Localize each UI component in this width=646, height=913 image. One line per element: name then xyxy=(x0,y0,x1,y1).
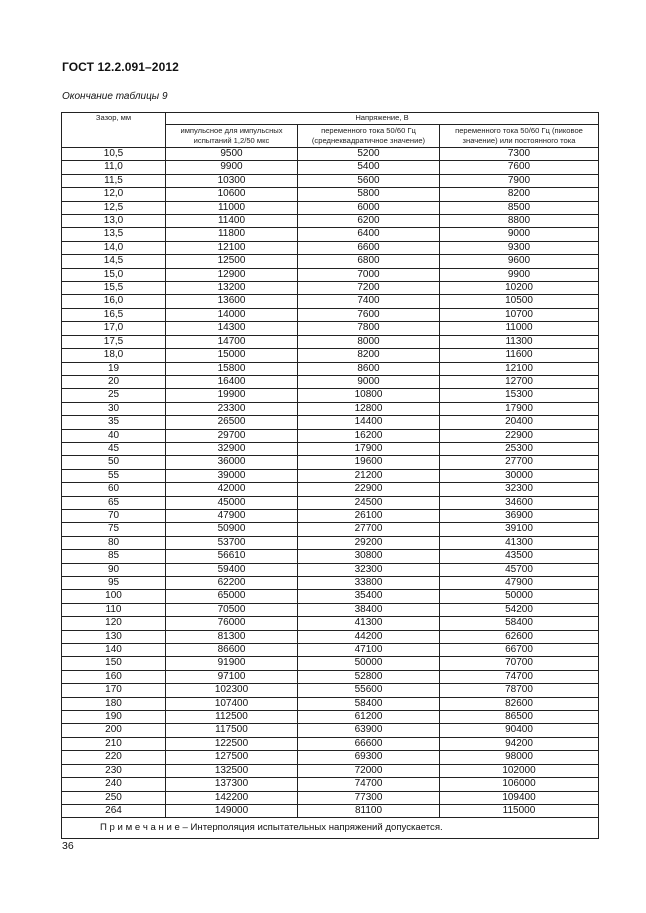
impulse-cell: 39000 xyxy=(166,469,298,482)
ac-rms-cell: 66600 xyxy=(298,737,440,750)
table-row xyxy=(62,402,599,415)
impulse-cell: 15800 xyxy=(166,362,298,375)
gap-cell: 250 xyxy=(62,791,166,804)
impulse-cell: 76000 xyxy=(166,617,298,630)
table-row xyxy=(62,670,599,683)
ac-peak-dc-cell: 9600 xyxy=(440,255,599,268)
impulse-cell: 56610 xyxy=(166,550,298,563)
impulse-cell: 112500 xyxy=(166,711,298,724)
impulse-cell: 10300 xyxy=(166,174,298,187)
impulse-cell: 14000 xyxy=(166,308,298,321)
ac-rms-cell: 24500 xyxy=(298,496,440,509)
impulse-cell: 47900 xyxy=(166,509,298,522)
header-voltage: Напряжение, В xyxy=(166,113,599,125)
ac-rms-cell: 58400 xyxy=(298,697,440,710)
ac-rms-cell: 5800 xyxy=(298,188,440,201)
impulse-cell: 10600 xyxy=(166,188,298,201)
ac-rms-cell: 29200 xyxy=(298,536,440,549)
impulse-cell: 11800 xyxy=(166,228,298,241)
ac-rms-cell: 7600 xyxy=(298,308,440,321)
ac-peak-dc-cell: 78700 xyxy=(440,684,599,697)
table-row xyxy=(62,429,599,442)
ac-rms-cell: 19600 xyxy=(298,456,440,469)
ac-peak-dc-cell: 12100 xyxy=(440,362,599,375)
table-row xyxy=(62,684,599,697)
ac-peak-dc-cell: 20400 xyxy=(440,416,599,429)
gap-cell: 80 xyxy=(62,536,166,549)
gap-cell: 130 xyxy=(62,630,166,643)
impulse-cell: 127500 xyxy=(166,751,298,764)
gap-cell: 55 xyxy=(62,469,166,482)
ac-peak-dc-cell: 32300 xyxy=(440,483,599,496)
page-number: 36 xyxy=(62,840,74,852)
gap-cell: 19 xyxy=(62,362,166,375)
impulse-cell: 13200 xyxy=(166,282,298,295)
table-row xyxy=(62,724,599,737)
ac-rms-cell: 7400 xyxy=(298,295,440,308)
impulse-cell: 14300 xyxy=(166,322,298,335)
impulse-cell: 11400 xyxy=(166,215,298,228)
gap-cell: 12,5 xyxy=(62,201,166,214)
table-row xyxy=(62,241,599,254)
gap-cell: 120 xyxy=(62,617,166,630)
table-body xyxy=(62,148,599,818)
ac-peak-dc-cell: 47900 xyxy=(440,577,599,590)
ac-rms-cell: 12800 xyxy=(298,402,440,415)
table-row xyxy=(62,550,599,563)
ac-rms-cell: 38400 xyxy=(298,603,440,616)
table-row xyxy=(62,577,599,590)
ac-peak-dc-cell: 10200 xyxy=(440,282,599,295)
gap-cell: 14,0 xyxy=(62,241,166,254)
impulse-cell: 62200 xyxy=(166,577,298,590)
table-row xyxy=(62,630,599,643)
impulse-cell: 12500 xyxy=(166,255,298,268)
table-caption: Окончание таблицы 9 xyxy=(62,91,168,102)
table-row xyxy=(62,711,599,724)
ac-rms-cell: 47100 xyxy=(298,644,440,657)
ac-peak-dc-cell: 9000 xyxy=(440,228,599,241)
ac-rms-cell: 69300 xyxy=(298,751,440,764)
table-row xyxy=(62,523,599,536)
table-row xyxy=(62,657,599,670)
table-row xyxy=(62,322,599,335)
gap-cell: 90 xyxy=(62,563,166,576)
ac-peak-dc-cell: 9900 xyxy=(440,268,599,281)
table-row xyxy=(62,791,599,804)
gap-cell: 100 xyxy=(62,590,166,603)
ac-rms-cell: 44200 xyxy=(298,630,440,643)
impulse-cell: 117500 xyxy=(166,724,298,737)
gap-cell: 25 xyxy=(62,389,166,402)
ac-rms-cell: 52800 xyxy=(298,670,440,683)
table-row xyxy=(62,644,599,657)
table-row xyxy=(62,442,599,455)
impulse-cell: 86600 xyxy=(166,644,298,657)
gap-cell: 10,5 xyxy=(62,148,166,161)
gap-cell: 30 xyxy=(62,402,166,415)
impulse-cell: 15000 xyxy=(166,349,298,362)
impulse-cell: 9900 xyxy=(166,161,298,174)
table-row xyxy=(62,335,599,348)
ac-peak-dc-cell: 10700 xyxy=(440,308,599,321)
impulse-cell: 65000 xyxy=(166,590,298,603)
gap-cell: 230 xyxy=(62,764,166,777)
ac-rms-cell: 72000 xyxy=(298,764,440,777)
table-row xyxy=(62,697,599,710)
ac-peak-dc-cell: 98000 xyxy=(440,751,599,764)
impulse-cell: 142200 xyxy=(166,791,298,804)
voltage-table xyxy=(61,112,599,839)
ac-rms-cell: 26100 xyxy=(298,509,440,522)
gap-cell: 13,0 xyxy=(62,215,166,228)
table-row xyxy=(62,737,599,750)
ac-rms-cell: 5200 xyxy=(298,148,440,161)
gap-cell: 16,5 xyxy=(62,308,166,321)
ac-rms-cell: 50000 xyxy=(298,657,440,670)
gap-cell: 65 xyxy=(62,496,166,509)
header-impulse: импульсное для импульсных испытаний 1,2/50 мкс xyxy=(166,125,298,148)
ac-peak-dc-cell: 70700 xyxy=(440,657,599,670)
table-row xyxy=(62,563,599,576)
ac-rms-cell: 5400 xyxy=(298,161,440,174)
ac-peak-dc-cell: 30000 xyxy=(440,469,599,482)
impulse-cell: 36000 xyxy=(166,456,298,469)
ac-peak-dc-cell: 90400 xyxy=(440,724,599,737)
ac-peak-dc-cell: 43500 xyxy=(440,550,599,563)
table-row xyxy=(62,362,599,375)
ac-peak-dc-cell: 10500 xyxy=(440,295,599,308)
ac-peak-dc-cell: 50000 xyxy=(440,590,599,603)
table-row xyxy=(62,295,599,308)
gap-cell: 110 xyxy=(62,603,166,616)
gap-cell: 17,0 xyxy=(62,322,166,335)
impulse-cell: 81300 xyxy=(166,630,298,643)
ac-rms-cell: 6000 xyxy=(298,201,440,214)
impulse-cell: 23300 xyxy=(166,402,298,415)
gap-cell: 200 xyxy=(62,724,166,737)
ac-rms-cell: 8000 xyxy=(298,335,440,348)
ac-rms-cell: 6200 xyxy=(298,215,440,228)
gap-cell: 15,0 xyxy=(62,268,166,281)
impulse-cell: 12900 xyxy=(166,268,298,281)
ac-rms-cell: 6600 xyxy=(298,241,440,254)
table-row xyxy=(62,161,599,174)
impulse-cell: 11000 xyxy=(166,201,298,214)
table-row xyxy=(62,603,599,616)
ac-rms-cell: 17900 xyxy=(298,442,440,455)
impulse-cell: 53700 xyxy=(166,536,298,549)
ac-rms-cell: 30800 xyxy=(298,550,440,563)
ac-rms-cell: 8600 xyxy=(298,362,440,375)
ac-peak-dc-cell: 94200 xyxy=(440,737,599,750)
impulse-cell: 59400 xyxy=(166,563,298,576)
ac-peak-dc-cell: 8200 xyxy=(440,188,599,201)
ac-peak-dc-cell: 58400 xyxy=(440,617,599,630)
table-row xyxy=(62,804,599,817)
table-row xyxy=(62,496,599,509)
ac-rms-cell: 7000 xyxy=(298,268,440,281)
gap-cell: 16,0 xyxy=(62,295,166,308)
table-row xyxy=(62,375,599,388)
ac-peak-dc-cell: 7900 xyxy=(440,174,599,187)
ac-rms-cell: 77300 xyxy=(298,791,440,804)
ac-peak-dc-cell: 66700 xyxy=(440,644,599,657)
gap-cell: 170 xyxy=(62,684,166,697)
ac-peak-dc-cell: 12700 xyxy=(440,375,599,388)
table-row xyxy=(62,174,599,187)
ac-rms-cell: 22900 xyxy=(298,483,440,496)
gap-cell: 13,5 xyxy=(62,228,166,241)
ac-rms-cell: 35400 xyxy=(298,590,440,603)
gap-cell: 12,0 xyxy=(62,188,166,201)
ac-rms-cell: 32300 xyxy=(298,563,440,576)
impulse-cell: 12100 xyxy=(166,241,298,254)
impulse-cell: 70500 xyxy=(166,603,298,616)
ac-peak-dc-cell: 7300 xyxy=(440,148,599,161)
impulse-cell: 149000 xyxy=(166,804,298,817)
header-gap: Зазор, мм xyxy=(62,113,166,148)
ac-peak-dc-cell: 86500 xyxy=(440,711,599,724)
gap-cell: 40 xyxy=(62,429,166,442)
table-row xyxy=(62,268,599,281)
gap-cell: 75 xyxy=(62,523,166,536)
impulse-cell: 42000 xyxy=(166,483,298,496)
ac-peak-dc-cell: 22900 xyxy=(440,429,599,442)
table-row xyxy=(62,536,599,549)
gap-cell: 210 xyxy=(62,737,166,750)
ac-rms-cell: 63900 xyxy=(298,724,440,737)
gap-cell: 70 xyxy=(62,509,166,522)
ac-peak-dc-cell: 17900 xyxy=(440,402,599,415)
ac-peak-dc-cell: 39100 xyxy=(440,523,599,536)
table-row xyxy=(62,509,599,522)
gap-cell: 14,5 xyxy=(62,255,166,268)
table-row xyxy=(62,469,599,482)
impulse-cell: 45000 xyxy=(166,496,298,509)
ac-peak-dc-cell: 41300 xyxy=(440,536,599,549)
impulse-cell: 132500 xyxy=(166,764,298,777)
ac-rms-cell: 21200 xyxy=(298,469,440,482)
impulse-cell: 9500 xyxy=(166,148,298,161)
table-row xyxy=(62,188,599,201)
ac-peak-dc-cell: 9300 xyxy=(440,241,599,254)
ac-rms-cell: 16200 xyxy=(298,429,440,442)
table-row xyxy=(62,764,599,777)
impulse-cell: 102300 xyxy=(166,684,298,697)
impulse-cell: 14700 xyxy=(166,335,298,348)
impulse-cell: 137300 xyxy=(166,778,298,791)
table-row xyxy=(62,349,599,362)
table-row xyxy=(62,590,599,603)
ac-rms-cell: 5600 xyxy=(298,174,440,187)
gap-cell: 35 xyxy=(62,416,166,429)
gap-cell: 11,5 xyxy=(62,174,166,187)
impulse-cell: 13600 xyxy=(166,295,298,308)
table-row xyxy=(62,308,599,321)
ac-peak-dc-cell: 102000 xyxy=(440,764,599,777)
gap-cell: 85 xyxy=(62,550,166,563)
ac-rms-cell: 8200 xyxy=(298,349,440,362)
ac-peak-dc-cell: 11300 xyxy=(440,335,599,348)
table-row xyxy=(62,483,599,496)
gap-cell: 50 xyxy=(62,456,166,469)
impulse-cell: 50900 xyxy=(166,523,298,536)
table-row xyxy=(62,228,599,241)
table-row xyxy=(62,282,599,295)
impulse-cell: 91900 xyxy=(166,657,298,670)
ac-peak-dc-cell: 11000 xyxy=(440,322,599,335)
document-header: ГОСТ 12.2.091–2012 xyxy=(62,60,179,74)
header-ac-peak-dc: переменного тока 50/60 Гц (пиковое значение) или постоянного тока xyxy=(440,125,599,148)
ac-peak-dc-cell: 106000 xyxy=(440,778,599,791)
ac-peak-dc-cell: 62600 xyxy=(440,630,599,643)
impulse-cell: 16400 xyxy=(166,375,298,388)
ac-peak-dc-cell: 82600 xyxy=(440,697,599,710)
ac-rms-cell: 61200 xyxy=(298,711,440,724)
ac-rms-cell: 7800 xyxy=(298,322,440,335)
gap-cell: 18,0 xyxy=(62,349,166,362)
gap-cell: 11,0 xyxy=(62,161,166,174)
table-row xyxy=(62,389,599,402)
impulse-cell: 122500 xyxy=(166,737,298,750)
gap-cell: 60 xyxy=(62,483,166,496)
ac-peak-dc-cell: 15300 xyxy=(440,389,599,402)
ac-peak-dc-cell: 27700 xyxy=(440,456,599,469)
ac-rms-cell: 55600 xyxy=(298,684,440,697)
ac-rms-cell: 33800 xyxy=(298,577,440,590)
gap-cell: 45 xyxy=(62,442,166,455)
gap-cell: 264 xyxy=(62,804,166,817)
table-row xyxy=(62,215,599,228)
ac-peak-dc-cell: 8800 xyxy=(440,215,599,228)
ac-rms-cell: 6400 xyxy=(298,228,440,241)
table-row xyxy=(62,617,599,630)
gap-cell: 95 xyxy=(62,577,166,590)
table-note: П р и м е ч а н и е – Интерполяция испытательных напряжений допускается. xyxy=(62,818,599,839)
ac-rms-cell: 14400 xyxy=(298,416,440,429)
gap-cell: 180 xyxy=(62,697,166,710)
impulse-cell: 19900 xyxy=(166,389,298,402)
ac-rms-cell: 74700 xyxy=(298,778,440,791)
ac-peak-dc-cell: 36900 xyxy=(440,509,599,522)
table-row xyxy=(62,778,599,791)
gap-cell: 240 xyxy=(62,778,166,791)
table-row xyxy=(62,416,599,429)
table-row xyxy=(62,255,599,268)
gap-cell: 17,5 xyxy=(62,335,166,348)
ac-peak-dc-cell: 11600 xyxy=(440,349,599,362)
ac-peak-dc-cell: 109400 xyxy=(440,791,599,804)
ac-rms-cell: 7200 xyxy=(298,282,440,295)
table-row xyxy=(62,456,599,469)
ac-rms-cell: 6800 xyxy=(298,255,440,268)
ac-peak-dc-cell: 7600 xyxy=(440,161,599,174)
gap-cell: 20 xyxy=(62,375,166,388)
ac-peak-dc-cell: 45700 xyxy=(440,563,599,576)
ac-rms-cell: 10800 xyxy=(298,389,440,402)
ac-peak-dc-cell: 34600 xyxy=(440,496,599,509)
gap-cell: 15,5 xyxy=(62,282,166,295)
table-row xyxy=(62,201,599,214)
header-ac-rms: переменного тока 50/60 Гц (среднеквадратичное значение) xyxy=(298,125,440,148)
impulse-cell: 97100 xyxy=(166,670,298,683)
impulse-cell: 29700 xyxy=(166,429,298,442)
ac-rms-cell: 81100 xyxy=(298,804,440,817)
impulse-cell: 26500 xyxy=(166,416,298,429)
gap-cell: 160 xyxy=(62,670,166,683)
ac-rms-cell: 9000 xyxy=(298,375,440,388)
table-row xyxy=(62,148,599,161)
table-row xyxy=(62,751,599,764)
gap-cell: 150 xyxy=(62,657,166,670)
impulse-cell: 107400 xyxy=(166,697,298,710)
ac-peak-dc-cell: 115000 xyxy=(440,804,599,817)
gap-cell: 140 xyxy=(62,644,166,657)
ac-peak-dc-cell: 74700 xyxy=(440,670,599,683)
ac-peak-dc-cell: 54200 xyxy=(440,603,599,616)
ac-rms-cell: 41300 xyxy=(298,617,440,630)
ac-peak-dc-cell: 25300 xyxy=(440,442,599,455)
gap-cell: 220 xyxy=(62,751,166,764)
impulse-cell: 32900 xyxy=(166,442,298,455)
gap-cell: 190 xyxy=(62,711,166,724)
ac-rms-cell: 27700 xyxy=(298,523,440,536)
ac-peak-dc-cell: 8500 xyxy=(440,201,599,214)
